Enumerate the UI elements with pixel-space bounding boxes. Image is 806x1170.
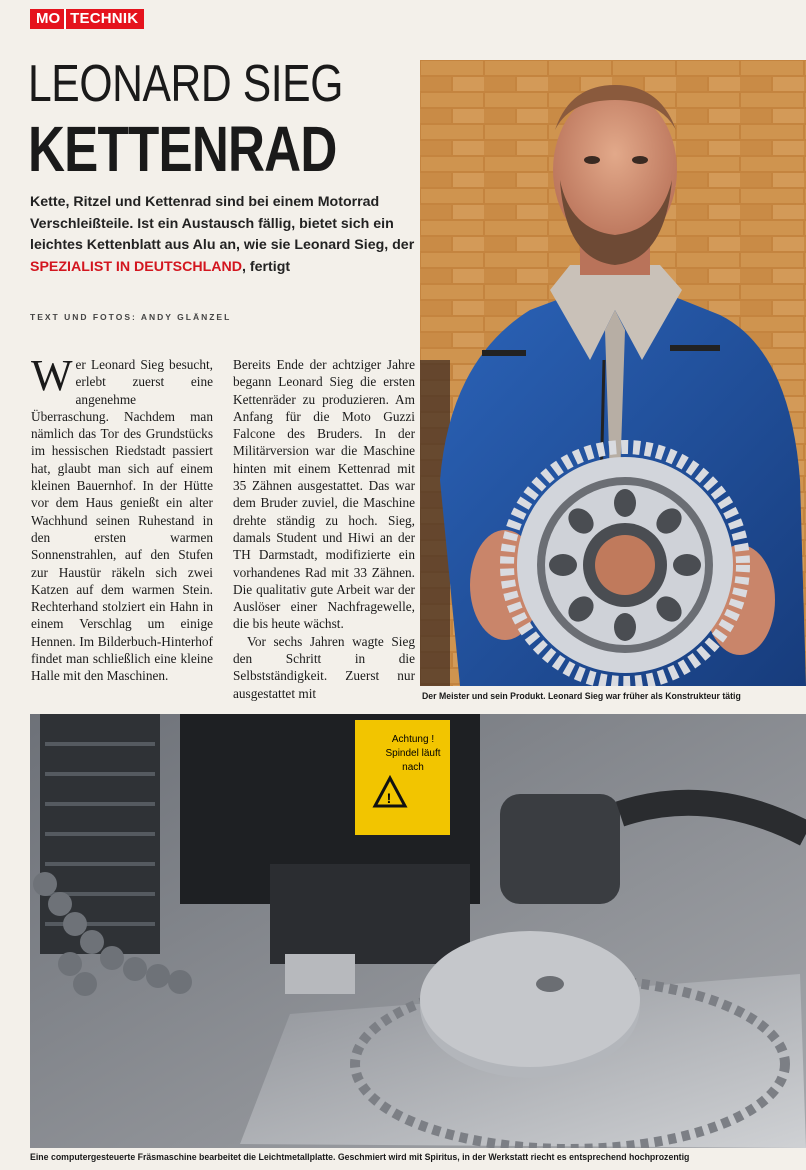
photo-caption: Der Meister und sein Produkt. Leonard Sieg war früher als Konstrukteur tätig — [422, 690, 741, 701]
intro-text: Kette, Ritzel und Kettenrad sind bei einem Motorrad Verschleißteile. Ist ein Austausch fällig, bietet sich ein leichtes Kettenblatt aus Alu an, wie sie Leonard Sieg, der — [30, 194, 415, 253]
drop-cap: W — [31, 351, 73, 400]
title-line-1: LEONARD SIEG — [28, 55, 343, 113]
brand-label: MO — [36, 10, 61, 27]
intro-end: , fertigt — [242, 258, 291, 275]
photo-caption: Eine computergesteuerte Fräsmaschine bearbeitet die Leichtmetallplatte. Geschmiert wird mit Spiritus, in der Werkstatt riecht es entsprechend hochprozentig — [30, 1151, 690, 1162]
intro-paragraph — [30, 192, 415, 278]
warning-text-2: Spindel läuft — [385, 748, 441, 759]
paragraph-text: er Leonard Sieg besucht, erlebt zuerst eine angenehme Überraschung. Nachdem man nämlich das Tor des Grundstücks im hessischen Riedstadt passiert hat, glaubt man sich auf einem kleinen Bauernhof. In der Hütte vor dem Haus genießt ein alter Wachhund seinen Ruhestand in den ersten warmen Sonnenstrahlen, auf den Stufen zur Haustür räkeln sich zwei Katzen auf dem warmen Stein. Rechterhand stolziert ein Hahn in einem Verschlag um einige Hennen. Im Bilderbuch-Hinterhof findet man schließlich eine kleine Halle mit den Maschinen. — [31, 357, 213, 684]
svg-text:!: ! — [386, 790, 392, 806]
portrait-photo — [420, 60, 806, 686]
title-line-2: KETTENRAD — [28, 113, 337, 185]
warning-text-3: nach — [402, 762, 424, 773]
machine-photo — [30, 714, 806, 1148]
byline: TEXT UND FOTOS: ANDY GLÄNZEL — [30, 312, 232, 322]
section-label: TECHNIK — [70, 10, 139, 27]
article-paragraph — [31, 351, 213, 685]
article-paragraph: Vor sechs Jahren wagte Sieg den Schritt in die Selbstständigkeit. Zuerst nur ausgestattet mit — [233, 633, 415, 701]
article-column-2 — [233, 356, 415, 702]
warning-text-1: Achtung ! — [391, 734, 435, 745]
section-tag — [30, 9, 144, 29]
article-column-1 — [31, 351, 213, 685]
article-paragraph: Bereits Ende der achtziger Jahre begann Leonard Sieg die ersten Kettenräder zu produzieren. Am Anfang für die Moto Guzzi Falcone des Bruders. In der Militärversion war die Maschine hinten mit einem Kettenrad mit 35 Zähnen ausgestattet. Das war dem Bruder zuviel, die Maschine drehte ständig zu hoch. Sieg, damals Student und Hiwi an der TH Darmstadt, modifizierte ein vorhandenes Rad mit 33 Zähnen. Die qualitativ gute Arbeit war der Auslöser einer Nachfragewelle, die bis heute wächst. — [233, 357, 415, 632]
intro-highlight: SPEZIALIST IN DEUTSCHLAND — [30, 258, 243, 275]
